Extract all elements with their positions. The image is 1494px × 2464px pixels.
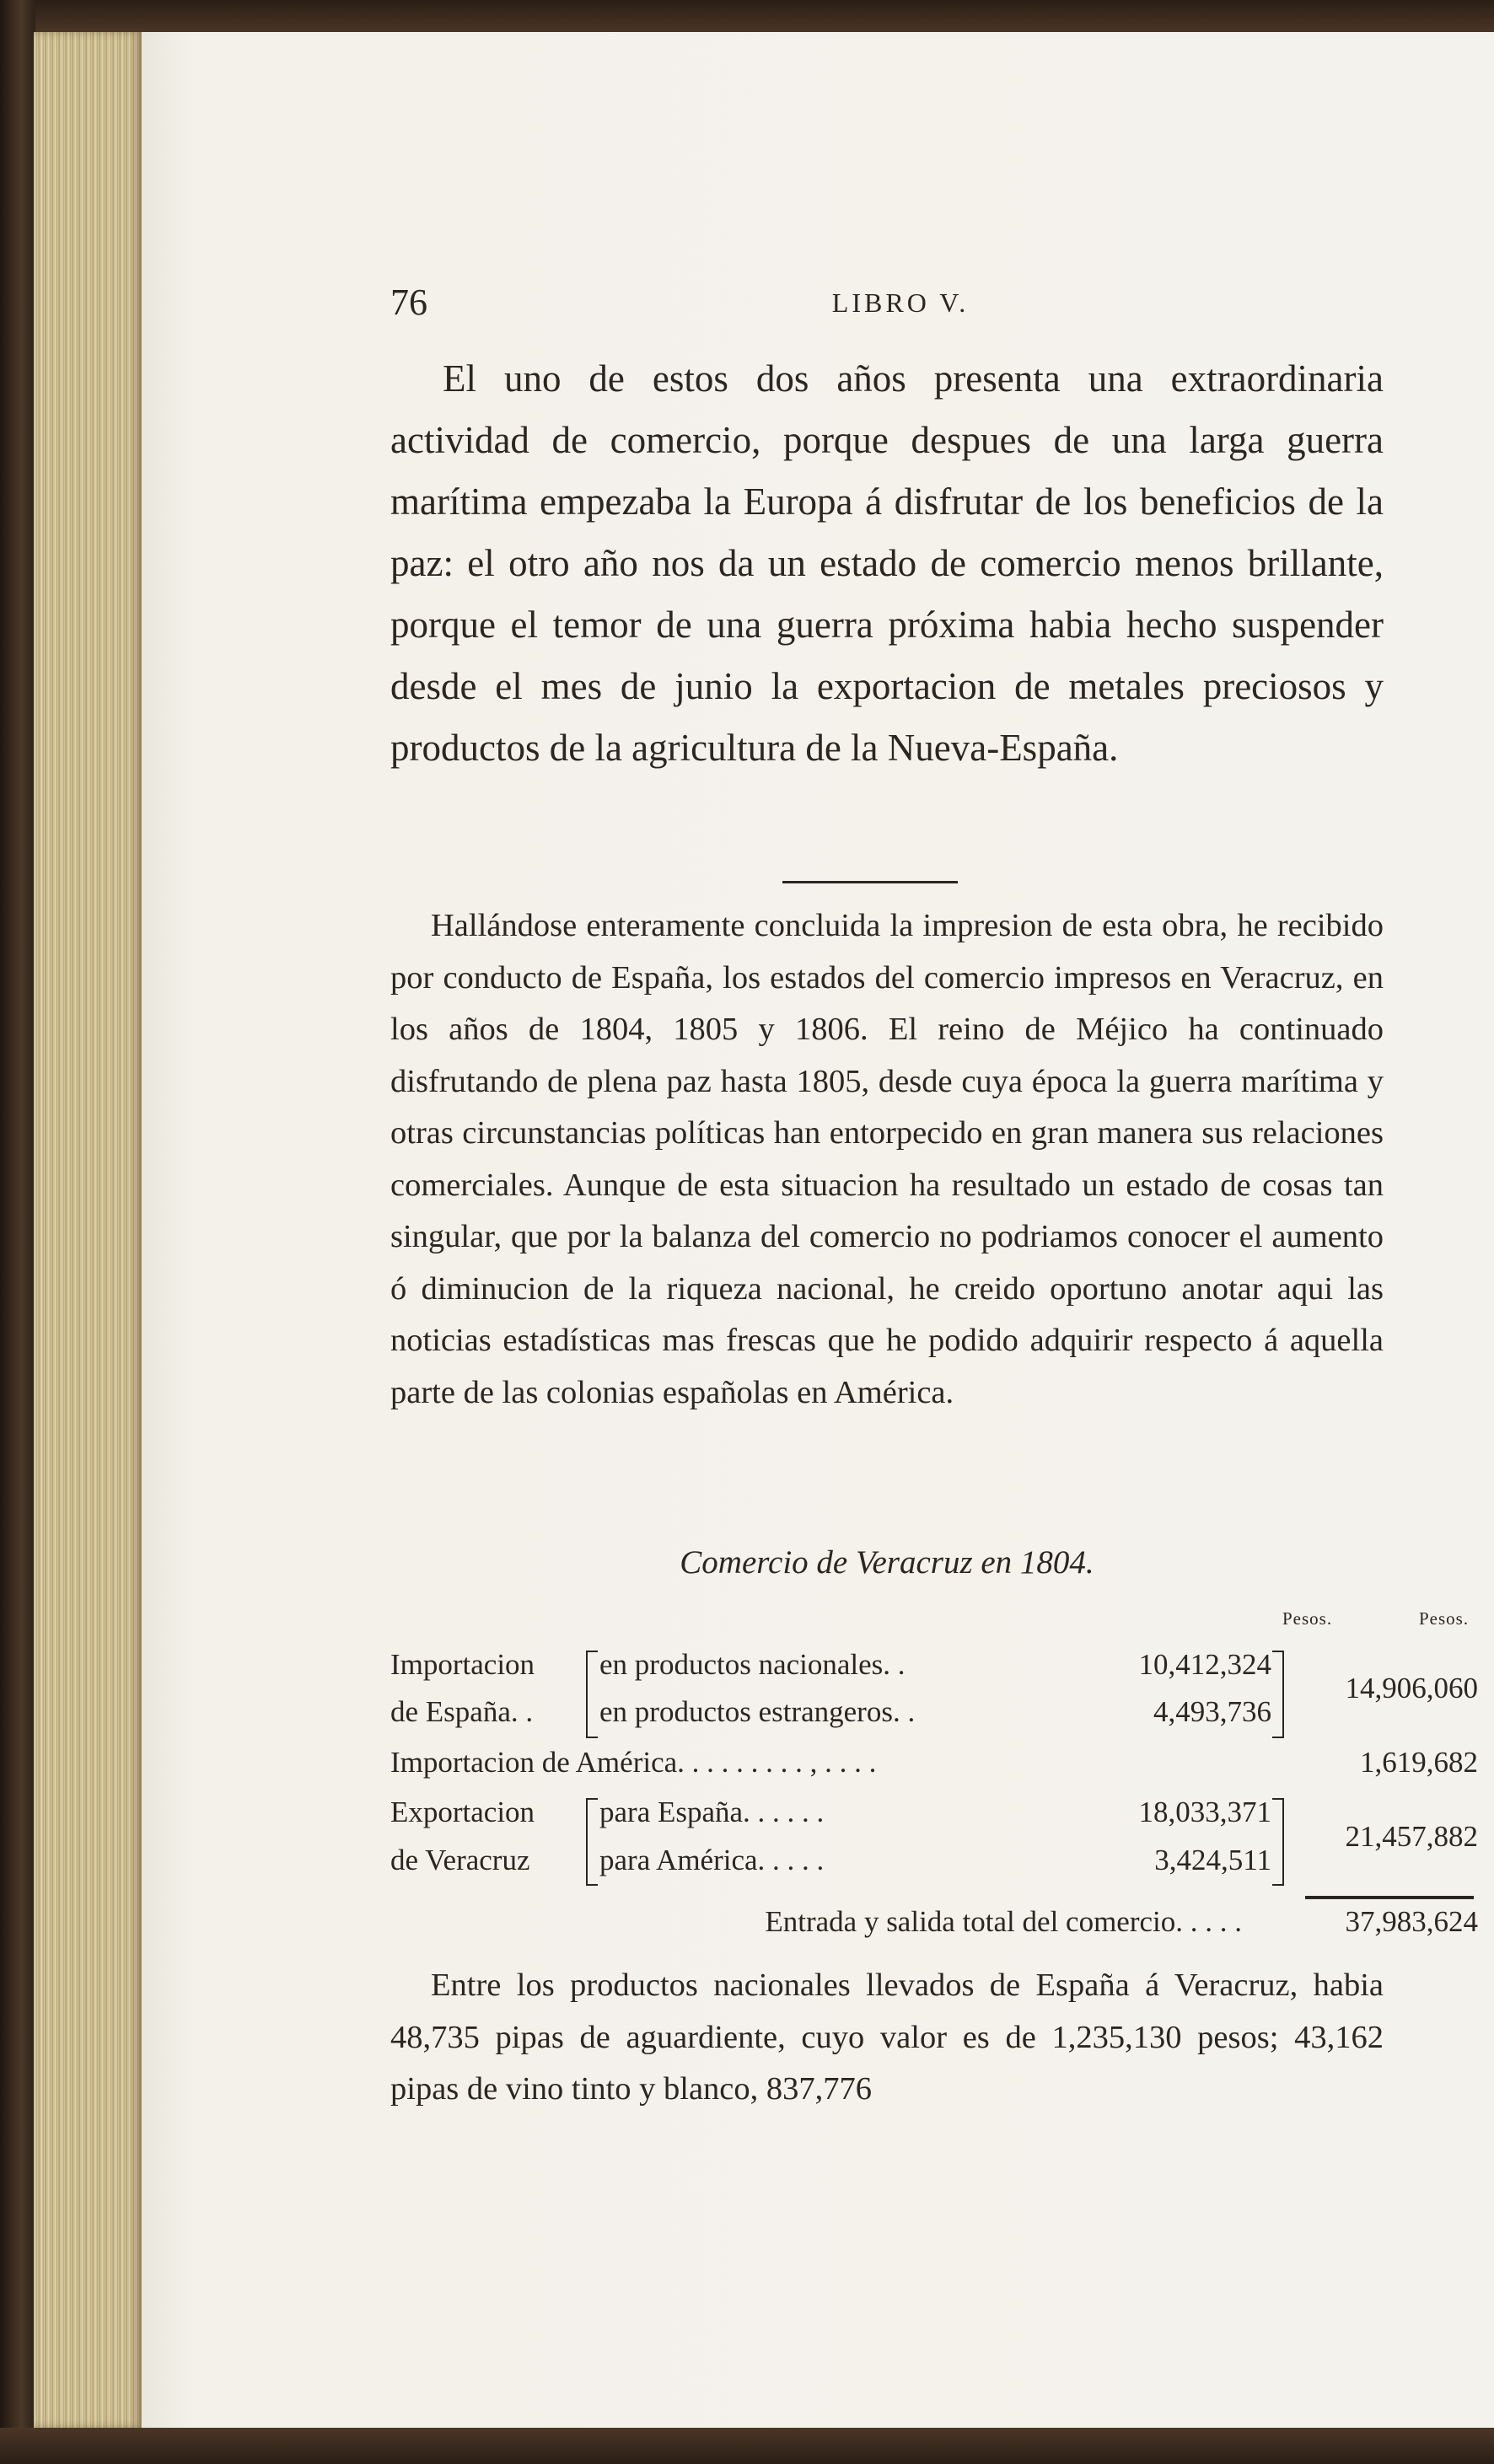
grand-total-value: 37,983,624 [1345, 1905, 1478, 1938]
export-total: 21,457,882 [1345, 1820, 1478, 1853]
column-header-pesos-1: Pesos. [1282, 1608, 1333, 1629]
book-page [142, 32, 1494, 2428]
import-spain-label-line-2: de España. . [390, 1695, 534, 1728]
import-spain-total: 14,906,060 [1345, 1672, 1478, 1704]
book-binding-bottom [0, 2428, 1494, 2464]
running-head [390, 281, 1494, 340]
right-brace [1272, 1651, 1284, 1738]
left-brace [586, 1651, 598, 1738]
import-spain-row-value: 4,493,736 [1153, 1695, 1271, 1728]
export-row-desc: para España. . . . . . [599, 1796, 825, 1828]
book-binding-top [0, 0, 1494, 34]
import-spain-row-desc: en productos nacionales. . [599, 1648, 906, 1681]
running-title: LIBRO V. [831, 287, 970, 318]
paragraph-2: Hallándose enteramente concluida la impresion de esta obra, he recibido por conducto de España, los estados del comercio impresos en Veracruz, en los años de 1804, 1805 y 1806. El reino de Méjico ha continuado disfrutando de plena paz hasta 1805, desde cuya época la guerra marítima y otras circunstancias políticas han entorpecido en gran manera sus relaciones comerciales. Aunque de esta situacion ha resultado un estado de cosas tan singular, que por la balanza del comercio no podriamos conocer el aumento ó diminucion de la riqueza nacional, he creido oportuno anotar aqui las noticias estadísticas mas frescas que he podido adquirir respecto á aquella parte de las colonias españolas en América. [390, 908, 1384, 1410]
export-row-desc: para América. . . . . [599, 1844, 825, 1876]
import-spain-row-value: 10,412,324 [1138, 1648, 1271, 1681]
left-brace [586, 1798, 598, 1886]
export-label-line-2: de Veracruz [390, 1844, 530, 1876]
page-number: 76 [390, 282, 427, 323]
section-divider [782, 881, 958, 883]
import-america-value: 1,619,682 [1360, 1746, 1478, 1779]
import-spain-label-line-1: Importacion [390, 1648, 535, 1681]
import-spain-row-desc: en productos estrangeros. . [599, 1695, 916, 1728]
export-label-line-1: Exportacion [390, 1796, 535, 1828]
table-title: Comercio de Veracruz en 1804. [680, 1544, 1094, 1581]
sum-rule [1305, 1896, 1474, 1899]
export-row-value: 18,033,371 [1138, 1796, 1271, 1828]
paragraph-1: El uno de estos dos años presenta una extraordinaria actividad de comercio, porque despues de una larga guerra marítima empezaba la Europa á disfrutar de los beneficios de la paz: el otro año nos da un estado de comercio menos brillante, porque el temor de una guerra próxima habia hecho suspender desde el mes de junio la exportacion de metales preciosos y productos de la agricultura de la Nueva-España. [390, 357, 1384, 769]
grand-total-label: Entrada y salida total del comercio. . . . . [765, 1905, 1242, 1938]
trade-table [390, 1608, 1494, 1946]
book-spine [0, 0, 35, 2464]
import-america-label: Importacion de América. . . . . . . . . , . . . . [390, 1746, 877, 1779]
column-header-pesos-2: Pesos. [1419, 1608, 1470, 1629]
paragraph-3: Entre los productos nacionales llevados de España á Veracruz, habia 48,735 pipas de aguardiente, cuyo valor es de 1,235,130 pesos; 43,162 pipas de vino tinto y blanco, 837,776 [390, 1967, 1384, 2107]
export-row-value: 3,424,511 [1154, 1844, 1271, 1876]
right-brace [1272, 1798, 1284, 1886]
page-edges [34, 32, 142, 2428]
